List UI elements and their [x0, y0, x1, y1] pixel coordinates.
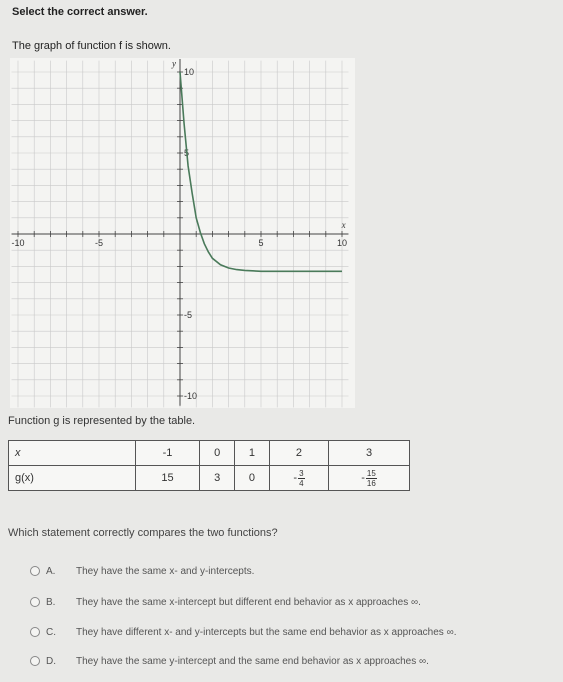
choice-text: They have the same x- and y-intercepts. [76, 566, 255, 577]
gx-cell: 15 [135, 466, 200, 491]
x-tick-label: -5 [94, 238, 104, 248]
fraction-sign: - [293, 471, 298, 484]
fraction-sign: - [361, 471, 365, 484]
x-cell: 0 [200, 441, 235, 466]
choice-text: They have the same y-intercept and the same end behavior as x approaches ∞. [76, 656, 429, 667]
question-text: Which statement correctly compares the two functions? [8, 527, 278, 539]
gx-cell: 0 [235, 466, 270, 491]
y-tick-label: 10 [184, 67, 195, 77]
table-row-gx [9, 466, 410, 491]
x-cell: 2 [269, 441, 328, 466]
instruction-text: Select the correct answer. [12, 6, 148, 18]
y-tick-label: 5 [184, 148, 190, 158]
fraction-denominator: 4 [299, 478, 304, 488]
choice-b[interactable] [30, 597, 421, 613]
x-cell: -1 [135, 441, 200, 466]
fraction-denominator: 16 [366, 478, 376, 488]
x-tick-label: 10 [336, 238, 348, 248]
x-axis-label: x [341, 220, 346, 230]
x-tick-label: 5 [258, 238, 264, 248]
gx-cell-fraction [329, 466, 410, 491]
choice-d[interactable] [30, 656, 429, 672]
radio-button-b[interactable] [30, 597, 40, 607]
x-tick-label: -10 [11, 238, 25, 248]
gx-cell-fraction [269, 466, 328, 491]
radio-button-a[interactable] [30, 566, 40, 576]
x-cell: 3 [329, 441, 410, 466]
x-cell: 1 [235, 441, 270, 466]
table-prompt: Function g is represented by the table. [8, 415, 196, 427]
function-g-table [8, 440, 410, 491]
function-f-graph [10, 58, 355, 408]
y-tick-label: -10 [184, 391, 198, 401]
choice-c[interactable] [30, 627, 457, 643]
gx-cell: 3 [200, 466, 235, 491]
fraction-numerator: 3 [299, 468, 304, 478]
fraction [366, 469, 377, 488]
y-axis-label: y [172, 58, 176, 69]
choice-letter: C. [46, 627, 56, 638]
radio-button-d[interactable] [30, 656, 40, 666]
row-label-gx: g(x) [9, 466, 136, 491]
choice-text: They have the same x-intercept but different end behavior as x approaches ∞. [76, 597, 421, 608]
graph-prompt: The graph of function f is shown. [12, 40, 171, 52]
choice-letter: B. [46, 597, 56, 608]
choice-text: They have different x- and y-intercepts but the same end behavior as x approaches ∞. [76, 627, 457, 638]
choice-letter: D. [46, 656, 56, 667]
y-tick-label: -5 [184, 310, 193, 320]
row-label-x: x [9, 441, 136, 466]
choice-a[interactable] [30, 566, 254, 582]
fraction-numerator: 15 [366, 468, 376, 478]
fraction [298, 469, 304, 488]
table-row-x [9, 441, 410, 466]
radio-button-c[interactable] [30, 627, 40, 637]
choice-letter: A. [46, 566, 56, 577]
